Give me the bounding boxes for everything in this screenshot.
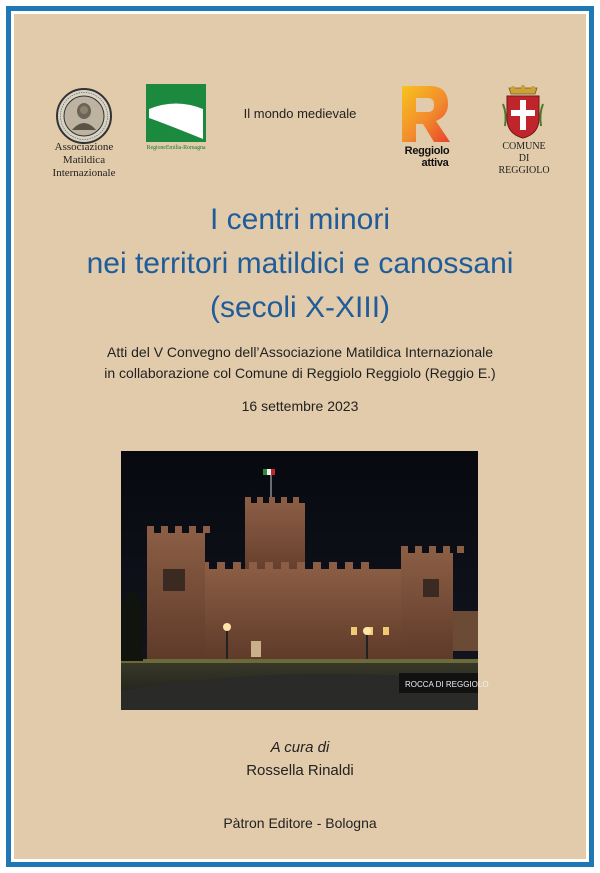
reggiolo-attiva-label — [392, 145, 462, 169]
book-title — [20, 198, 580, 330]
subtitle-line1: Atti del V Convegno dell’Associazione Matildica Internazionale — [107, 344, 493, 360]
comune-caption — [486, 141, 562, 177]
book-subtitle — [30, 342, 570, 384]
comune-line2: DI — [518, 153, 530, 164]
title-line3: (secoli X-XIII) — [209, 291, 391, 324]
editor-name: Rossella Rinaldi — [246, 762, 354, 779]
subtitle-line2: in collaborazione col Comune di Reggiolo Reggiolo (Reggio E.) — [104, 365, 496, 381]
comune-coat-of-arms-icon — [501, 84, 545, 140]
publisher: Pàtron Editore - Bologna — [223, 815, 377, 831]
castle-night-photo — [121, 451, 489, 710]
reggiolo-attiva-line1: Reggiolo — [404, 145, 450, 157]
conference-date: 16 settembre 2023 — [241, 398, 359, 414]
reggiolo-attiva-line2: attiva — [421, 157, 449, 169]
comune-line3: REGGIOLO — [498, 165, 550, 176]
curated-by-label: A cura di — [270, 739, 330, 756]
title-line1: I centri minori — [209, 203, 391, 236]
comune-line1: COMUNE — [502, 141, 546, 152]
title-line2: nei territori matildici e canossani — [86, 247, 514, 280]
emilia-romagna-flag-icon — [146, 84, 206, 142]
association-caption: Associazione Matildica Internazionale — [52, 141, 116, 179]
region-caption: RegioneEmilia-Romagna — [146, 145, 206, 151]
series-title: Il mondo medievale — [243, 106, 357, 121]
castle-sign-text: ROCCA DI REGGIOLO — [405, 680, 489, 689]
